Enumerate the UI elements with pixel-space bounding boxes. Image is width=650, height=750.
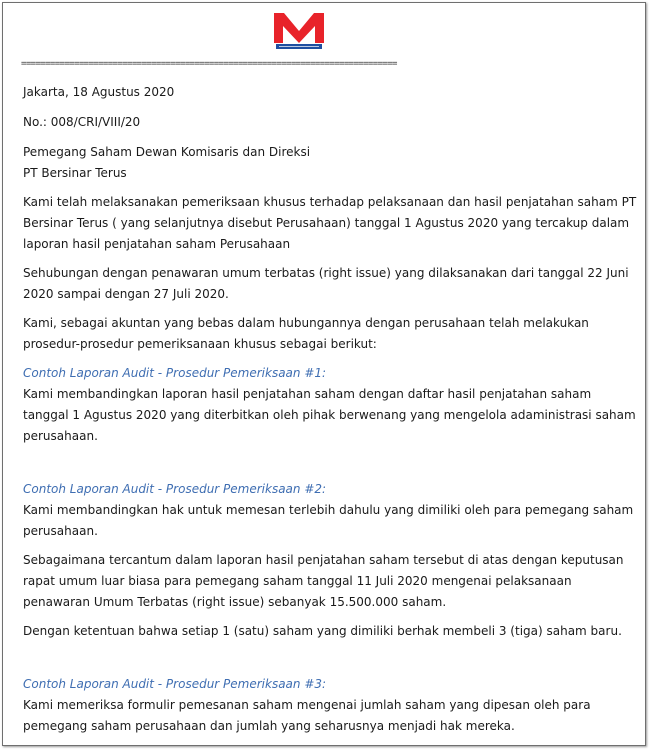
paragraph-line: Dengan ketentuan bahwa setiap 1 (satu) saham yang dimiliki berhak membeli 3 (tiga) saham baru. [23,624,622,638]
document-page [2,2,646,746]
section-heading: Contoh Laporan Audit - Prosedur Pemeriksaan #3: [23,677,327,691]
paragraph-line: tanggal 1 Agustus 2020 yang diterbitkan oleh pihak berwenang yang mengelola adaministrasi saham [23,408,636,422]
paragraph-line: perusahaan. [23,524,98,538]
paragraph-line: laporan hasil penjatahan saham Perusahaan [23,237,291,251]
paragraph-line: perusahaan. [23,429,98,443]
paragraph-line: Kami telah melaksanakan pemeriksaan khusus terhadap pelaksanaan dan hasil penjatahan saham PT [23,195,637,209]
paragraph-line: penawaran Umum Terbatas (right issue) sebanyak 15.500.000 saham. [23,595,447,609]
paragraph-line: Sehubungan dengan penawaran umum terbatas (right issue) yang dilaksanakan dari tanggal 22 Juni [23,266,629,280]
paragraph-line: pemegang saham perusahaan dan jumlah yang seharusnya menjadi hak mereka. [23,719,515,733]
letter-number: No.: 008/CRI/VIII/20 [23,115,141,129]
paragraph-line: Bersinar Terus ( yang selanjutnya disebut Perusahaan) tanggal 1 Agustus 2020 yang tercakup dalam [23,216,630,230]
recipient-line: PT Bersinar Terus [23,166,127,180]
paragraph-line: Kami, sebagai akuntan yang bebas dalam hubungannya dengan perusahaan telah melakukan [23,316,589,330]
paragraph-line: Kami memeriksa formulir pemesanan saham mengenai jumlah saham yang dipesan oleh para [23,698,591,712]
place-date: Jakarta, 18 Agustus 2020 [23,85,175,99]
paragraph-line: Kami membandingkan hak untuk memesan terlebih dahulu yang dimiliki oleh para pemegang saham [23,503,634,517]
m-logo-icon [271,9,327,53]
header-separator: ============================================================================== [21,60,397,68]
section-heading: Contoh Laporan Audit - Prosedur Pemeriksaan #2: [23,482,327,496]
paragraph-line: rapat umum luar biasa para pemegang saham tanggal 11 Juli 2020 mengenai pelaksanaan [23,574,572,588]
paragraph-line: prosedur-prosedur pemeriksanaan khusus sebagai berikut: [23,337,377,351]
section-heading: Contoh Laporan Audit - Prosedur Pemeriksaan #1: [23,366,327,380]
recipient-line: Pemegang Saham Dewan Komisaris dan Direksi [23,145,311,159]
paragraph-line: Kami membandingkan laporan hasil penjatahan saham dengan daftar hasil penjatahan saham [23,387,592,401]
paragraph-line: Sebagaimana tercantum dalam laporan hasil penjatahan saham tersebut di atas dengan keputusan [23,553,624,567]
paragraph-line: 2020 sampai dengan 27 Juli 2020. [23,287,229,301]
